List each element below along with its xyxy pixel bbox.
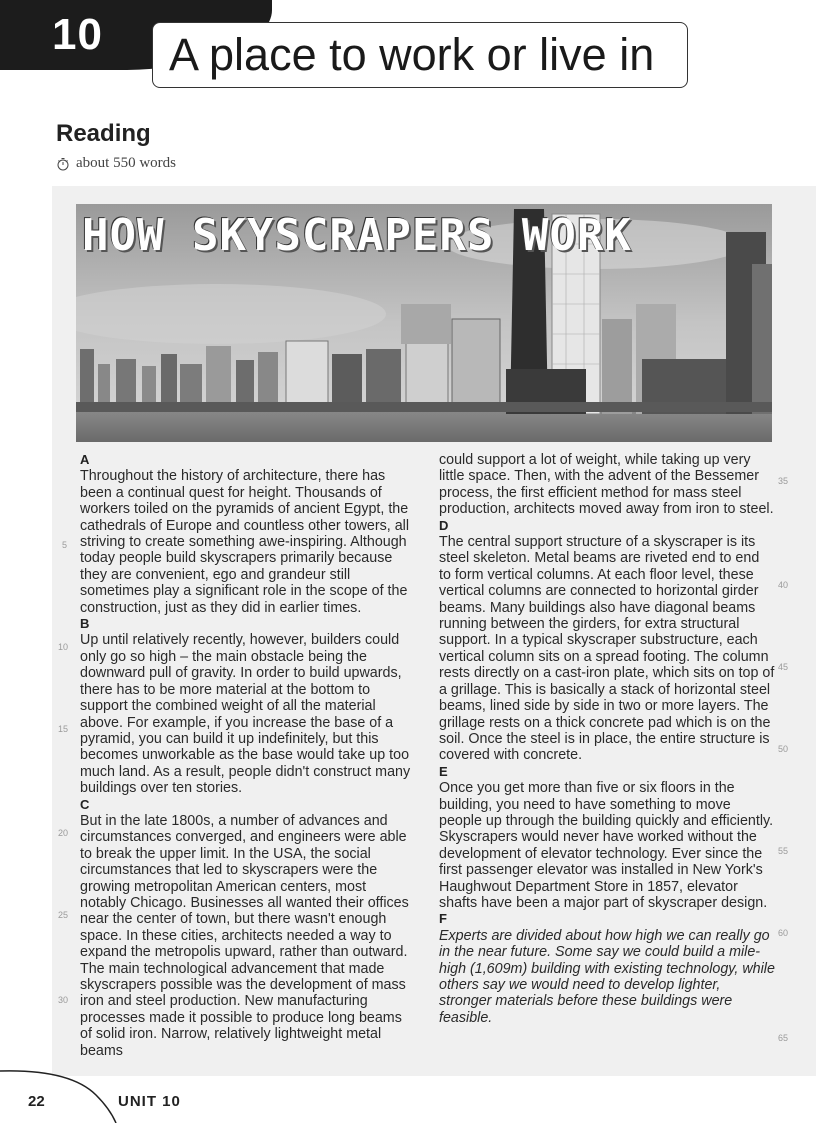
line-number: 50 — [778, 744, 789, 754]
line-number: 10 — [58, 642, 69, 652]
paragraph-letter-e: E — [439, 763, 448, 779]
banner-title: HOW SKYSCRAPERS WORK — [82, 210, 632, 261]
paragraph-e: Once you get more than five or six floors in the building, you need to have something to move people up through the building quickly and efficiently. Skyscrapers would never have worked without the development of elevator technology. Ever since the first passenger elevator was installed in New York's Haughwout Department Store in 1857, elevator shafts have been a major part of skyscraper design. — [439, 780, 774, 911]
section-heading: Reading — [56, 120, 151, 147]
paragraph-letter-a: A — [80, 452, 90, 467]
page-number: 22 — [28, 1093, 45, 1110]
line-number: 20 — [58, 828, 69, 838]
line-number: 30 — [58, 995, 69, 1005]
skyline-banner — [76, 204, 772, 442]
article-column-right — [439, 452, 775, 1026]
title-box — [152, 22, 688, 88]
paragraph-c-continuation: could support a lot of weight, while taking up very little space. Then, with the advent of the Bessemer process, the first efficient method for mass steel production, architects moved away from iron to steel. — [439, 452, 774, 518]
line-number: 60 — [778, 928, 789, 938]
word-count — [56, 155, 176, 172]
paragraph-letter-c: C — [80, 796, 90, 812]
unit-label: UNIT 10 — [118, 1093, 181, 1110]
line-number: 5 — [62, 540, 68, 550]
page-title: A place to work or live in — [169, 29, 655, 80]
footer-curve — [0, 1065, 120, 1123]
paragraph-d: The central support structure of a skyscraper is its steel skeleton. Metal beams are riveted end to end to form vertical columns. At each floor level, these vertical columns are connected to horizontal girder beams. Many buildings also have diagonal beams running between the girders, for extra structural support. In a typical skyscraper substructure, each vertical column sits on a spread footing. The column rests directly on a cast-iron plate, which sits on top of a grillage. This is basically a stack of horizontal steel beams, lined side by side in two or more layers. The grillage rests on a thick concrete pad which is on the soil. Once the steel is in place, the entire structure is covered with concrete. — [439, 534, 775, 764]
paragraph-f: Experts are divided about how high we can really go in the near future. Some say we could build a mile-high (1,609m) building with existing technology, while others say we would need to develop lighter, stronger materials before these buildings were feasible. — [439, 927, 775, 1026]
line-number: 25 — [58, 910, 69, 920]
line-number: 65 — [778, 1033, 789, 1043]
word-count-text: about 550 words — [76, 155, 176, 171]
paragraph-letter-d: D — [439, 517, 449, 533]
line-number: 45 — [778, 662, 789, 672]
line-number: 15 — [58, 724, 69, 734]
line-number: 40 — [778, 580, 789, 590]
line-number: 55 — [778, 846, 789, 856]
paragraph-letter-f: F — [439, 911, 447, 927]
stopwatch-icon — [56, 157, 70, 171]
paragraph-letter-b: B — [80, 616, 90, 632]
unit-number: 10 — [52, 10, 103, 59]
paragraph-a: Throughout the history of architecture, there has been a continual quest for height. Thousands of workers toiled on the pyramids of ancient Egypt, the cathedrals of Europe and countless other towers, all striving to create something awe-inspiring. Although today people build skyscrapers primarily because they are convenient, ego and grandeur still sometimes play a significant role in the scope of the construction, just as they did in earlier times. — [80, 468, 410, 616]
article-column-left — [80, 452, 416, 1059]
paragraph-c: But in the late 1800s, a number of advances and circumstances converged, and engineers were able to break the upper limit. In the USA, the social circumstances that led to skyscrapers were the growing metropolitan American centers, most notably Chicago. Businesses all wanted their offices near the center of town, but there wasn't enough space. In these cities, architects needed a way to expand the metropolis upward, rather than outward. The main technological advancement that made skyscrapers possible was the development of mass iron and steel production. New manufacturing processes made it possible to produce long beams of solid iron. Narrow, relatively lightweight metal beams — [80, 812, 409, 1059]
paragraph-b: Up until relatively recently, however, builders could only go so high – the main obstacle being the downward pull of gravity. In order to build upwards, there has to be more material at the bottom to support the combined weight of all the material above. For example, if you increase the base of a pyramid, you can build it up indefinitely, but this becomes unworkable as the base would take up too much land. As a result, people didn't construct many buildings over ten stories. — [80, 632, 411, 797]
line-number: 35 — [778, 476, 789, 486]
